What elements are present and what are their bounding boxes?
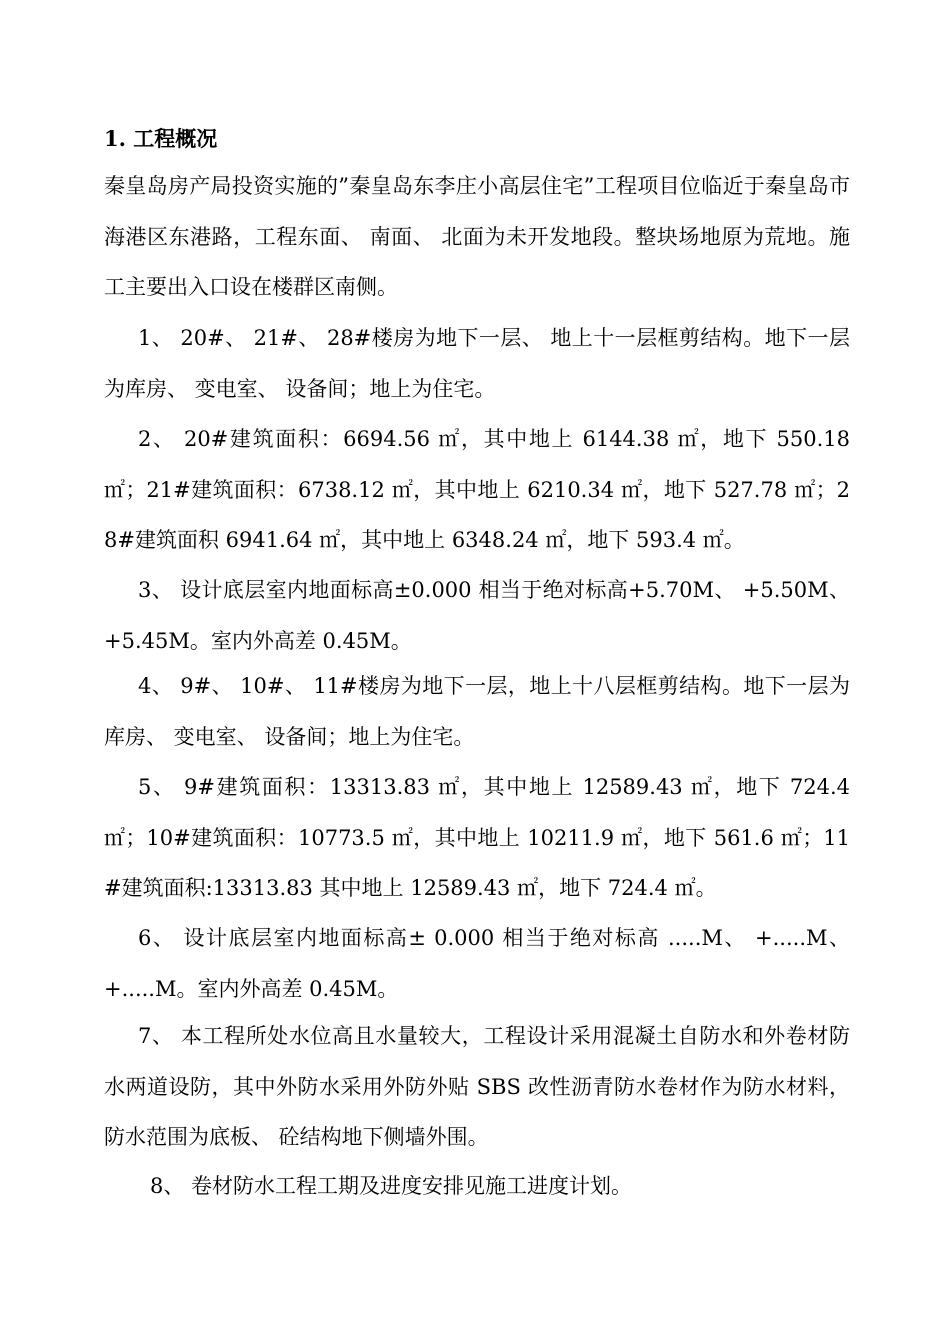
paragraph-item-5: 5、 9#建筑面积：13313.83 ㎡，其中地上 12589.43 ㎡，地下 724.4 ㎡；10#建筑面积：10773.5 ㎡，其中地上 10211.9 ㎡，地下 561.6 ㎡；11#建筑面积:13313.83 其中地上 12589.43 ㎡，地下 724.4 ㎡。 (104, 775, 850, 900)
paragraph-item-6: 6、 设计底层室内地面标高± 0.000 相当于绝对标高 .....M、 +.....M、 +.....M。室内外高差 0.45M。 (104, 926, 850, 1001)
paragraph-item-1: 1、 20#、 21#、 28#楼房为地下一层、 地上十一层框剪结构。地下一层为库房、 变电室、 设备间；地上为住宅。 (104, 326, 850, 401)
paragraph-item-3: 3、 设计底层室内地面标高±0.000 相当于绝对标高+5.70M、 +5.50M、 +5.45M。室内外高差 0.45M。 (104, 578, 850, 653)
paragraph-item-8: 8、 卷材防水工程工期及进度安排见施工进度计划。 (150, 1174, 633, 1198)
section-heading: 1. 工程概况 (104, 126, 218, 151)
paragraph-item-2: 2、 20#建筑面积：6694.56 ㎡，其中地上 6144.38 ㎡，地下 550.18 ㎡；21#建筑面积：6738.12 ㎡，其中地上 6210.34 ㎡，地下 527.78 ㎡；28#建筑面积 6941.64 ㎡，其中地上 6348.24 ㎡，地下 593.4 ㎡。 (104, 427, 850, 552)
paragraph-intro: 秦皇岛房产局投资实施的”秦皇岛东李庄小高层住宅”工程项目位临近于秦皇岛市海港区东港路，工程东面、 南面、 北面为未开发地段。整块场地原为荒地。施工主要出入口设在楼群区南侧。 (104, 174, 850, 299)
paragraph-item-7: 7、 本工程所处水位高且水量较大，工程设计采用混凝土自防水和外卷材防水两道设防，其中外防水采用外防外贴 SBS 改性沥青防水卷材作为防水材料，防水范围为底板、 砼结构地下侧墙外围。 (104, 1024, 850, 1149)
paragraph-item-4: 4、 9#、 10#、 11#楼房为地下一层，地上十八层框剪结构。地下一层为库房、 变电室、 设备间；地上为住宅。 (104, 674, 850, 749)
